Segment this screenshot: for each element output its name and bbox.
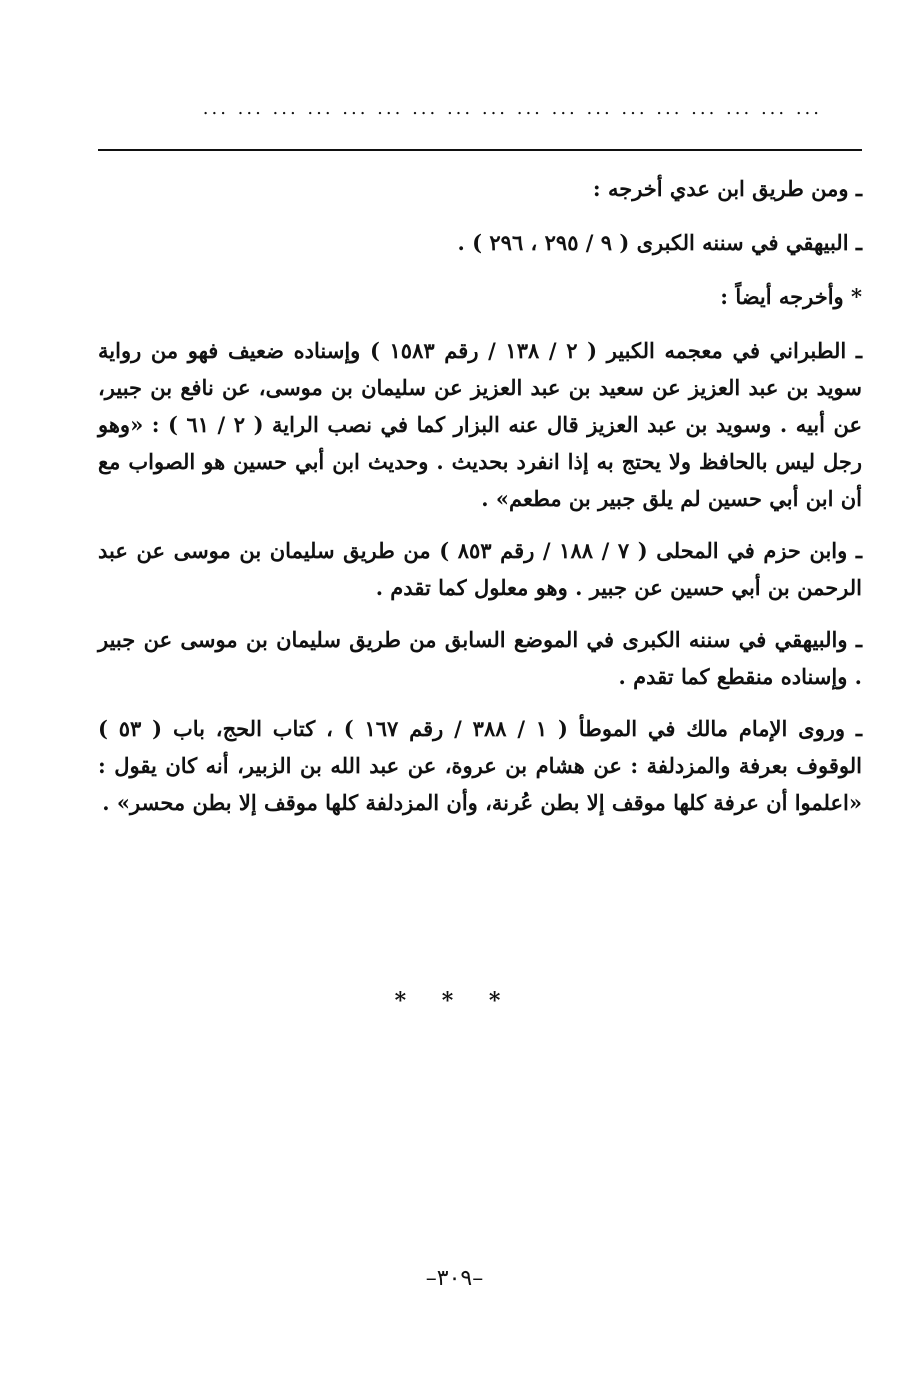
paragraph-bayhaqi-same-place: ـ والبيهقي في سننه الكبرى في الموضع السابق من طريق سليمان بن موسى عن جبير . وإسناده منقطع كما تقدم . xyxy=(98,627,862,689)
paragraph-also-narrated: * وأخرجه أيضاً : xyxy=(720,284,862,309)
page-number: –٣٠٩– xyxy=(425,1266,484,1291)
paragraph-ibn-hazm: ـ وابن حزم في المحلى ( ٧ / ١٨٨ / رقم ٨٥٣ ) من طريق سليمان بن موسى عن عبد الرحمن بن أبي حسين عن جبير . وهو معلول كما تقدم . xyxy=(98,538,863,600)
page-body xyxy=(98,170,862,836)
dotted-continuation-line: ... ... ... ... ... ... ... ... ... ... ... ... ... ... ... ... ... ... xyxy=(202,98,822,119)
paragraph-bayhaqi-sunan: ـ البيهقي في سننه الكبرى ( ٩ / ٢٩٥ ، ٢٩٦ ) . xyxy=(457,230,862,255)
paragraph-malik-muwatta: ـ وروى الإمام مالك في الموطأ ( ١ / ٣٨٨ / رقم ١٦٧ ) ، كتاب الحج، باب ( ٥٣ ) الوقوف بعرفة والمزدلفة : عن هشام بن عروة، عن عبد الله بن الزبير، أنه كان يقول : «اعلموا أن عرفة كلها موقف إلا بطن عُرنة، وأن المزدلفة كلها موقف إلا بطن محسر» . xyxy=(98,716,863,815)
paragraph-tabarani: ـ الطبراني في معجمه الكبير ( ٢ / ١٣٨ / رقم ١٥٨٣ ) وإسناده ضعيف فهو من رواية سويد بن عبد العزيز عن سعيد بن عبد العزيز عن سليمان بن موسى، عن نافع بن جبير، عن أبيه . وسويد بن عبد العزيز قال عنه البزار كما في نصب الراية ( ٢ / ٦١ ) : «وهو رجل ليس بالحافظ ولا يحتج به إذا انفرد بحديث . وحديث ابن أبي حسين هو الصواب مع أن ابن أبي حسين لم يلق جبير بن مطعم» . xyxy=(98,338,863,511)
paragraph-ibn-adi: ـ ومن طريق ابن عدي أخرجه : xyxy=(592,176,862,201)
footnote-separator-rule xyxy=(98,149,862,151)
section-separator-stars: * * * xyxy=(394,988,515,1014)
